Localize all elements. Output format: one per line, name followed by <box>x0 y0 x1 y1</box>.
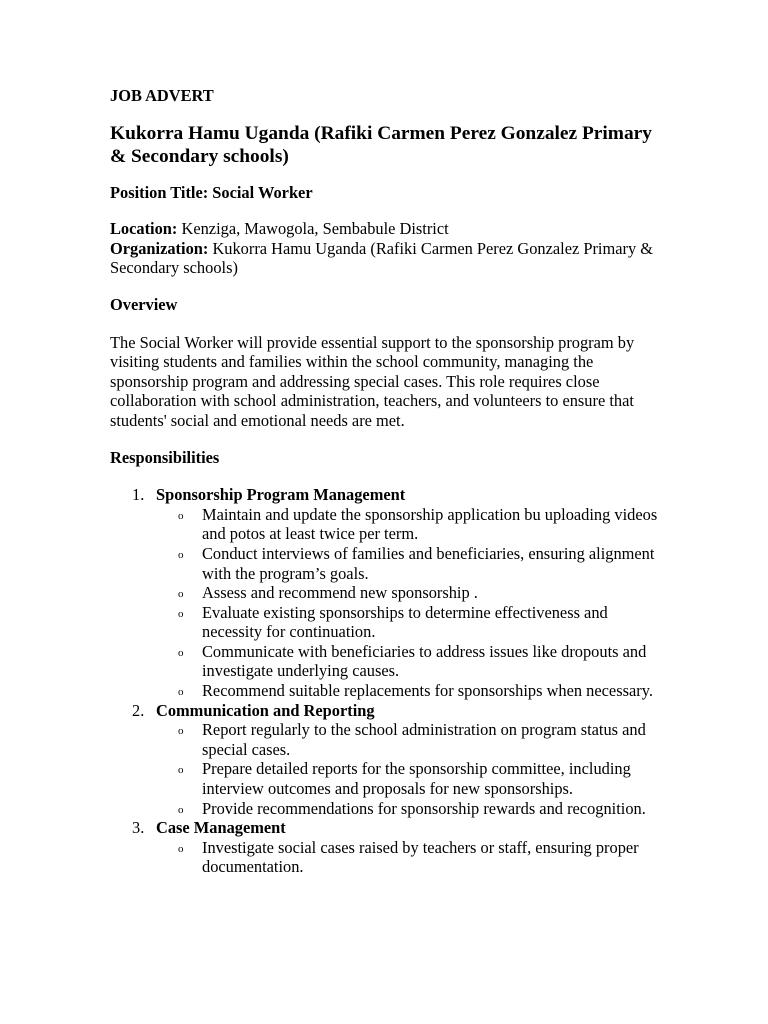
list-item <box>156 838 662 877</box>
bullet-icon: o <box>178 646 184 659</box>
bullet-icon: o <box>178 725 184 738</box>
section-title: Case Management <box>156 818 286 838</box>
bullet-icon: o <box>178 686 184 699</box>
location-label: Location: <box>110 219 178 239</box>
list-item <box>156 505 662 544</box>
section-title: Communication and Reporting <box>156 700 375 720</box>
organization-line <box>110 239 670 278</box>
bullet-icon: o <box>178 607 184 620</box>
organization-value: Kukorra Hamu Uganda (Rafiki Carmen Perez Gonzalez Primary & Secondary schools) <box>110 238 654 278</box>
bullet-icon: o <box>178 764 184 777</box>
list-item <box>156 759 662 798</box>
section-items <box>156 505 670 701</box>
bullet-icon: o <box>178 842 184 855</box>
overview-text: The Social Worker will provide essential support to the sponsorship program by visiting students and families within the school community, managing the sponsorship program and addressing special cases. This role requires close collaboration with school administration, teachers, and volunteers to ensure that students' social and emotional needs are met. <box>110 332 635 430</box>
section-number: 3. <box>132 818 145 838</box>
job-meta <box>110 219 670 278</box>
bullet-icon: o <box>178 588 184 601</box>
list-item <box>156 799 662 819</box>
item-text: Recommend suitable replacements for sponsorships when necessary. <box>202 681 653 701</box>
section-items <box>156 838 670 877</box>
document-body <box>110 86 670 877</box>
item-text: Maintain and update the sponsorship application bu uploading videos and potos at least twice per term. <box>202 504 658 544</box>
item-text: Evaluate existing sponsorships to determine effectiveness and necessity for continuation. <box>202 602 608 642</box>
list-item <box>156 583 662 603</box>
section-number: 1. <box>132 485 145 505</box>
item-text: Prepare detailed reports for the sponsorship committee, including interview outcomes and proposals for new sponsorships. <box>202 759 631 799</box>
bullet-icon: o <box>178 548 184 561</box>
item-text: Report regularly to the school administration on program status and special cases. <box>202 720 646 759</box>
list-item <box>156 603 662 642</box>
overview-heading: Overview <box>110 294 178 314</box>
organization-label: Organization: <box>110 238 209 258</box>
list-item <box>156 642 662 681</box>
location-value: Kenziga, Mawogola, Sembabule District <box>177 219 449 239</box>
list-item <box>156 720 662 759</box>
item-text: Conduct interviews of families and beneficiaries, ensuring alignment with the program’s goals. <box>202 543 655 583</box>
item-text: Investigate social cases raised by teachers or staff, ensuring proper documentation. <box>202 837 639 877</box>
location-line <box>110 219 670 239</box>
bullet-icon: o <box>178 509 184 522</box>
section-number: 2. <box>132 700 145 720</box>
position-title: Position Title: Social Worker <box>110 182 313 202</box>
section-items <box>156 720 670 818</box>
section-sponsorship <box>110 485 670 701</box>
document-label: JOB ADVERT <box>110 86 214 105</box>
item-text: Communicate with beneficiaries to address issues like dropouts and investigate underlying causes. <box>202 641 647 681</box>
list-item <box>156 544 662 583</box>
responsibilities-list <box>110 485 670 877</box>
item-text: Provide recommendations for sponsorship rewards and recognition. <box>202 798 646 818</box>
bullet-icon: o <box>178 803 184 816</box>
section-title: Sponsorship Program Management <box>156 485 406 505</box>
item-text: Assess and recommend new sponsorship . <box>202 583 478 603</box>
list-item <box>156 681 662 701</box>
section-case-management <box>110 818 670 877</box>
responsibilities-heading: Responsibilities <box>110 447 220 467</box>
document-title: Kukorra Hamu Uganda (Rafiki Carmen Perez Gonzalez Primary & Secondary schools) <box>110 122 652 167</box>
section-communication <box>110 701 670 819</box>
